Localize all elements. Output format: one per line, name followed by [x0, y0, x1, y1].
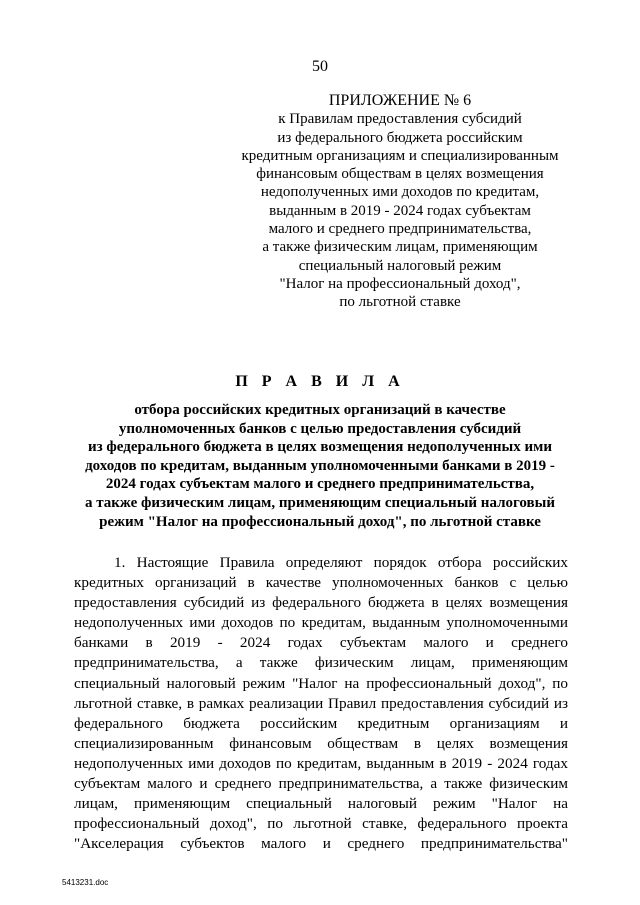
rules-subtitle-line: 2024 годах субъектам малого и среднего предпринимательства,: [105, 476, 535, 493]
document-filename: 5413231.doc: [62, 878, 109, 887]
rules-subtitle-line: отбора российских кредитных организаций в качестве: [134, 402, 506, 418]
body-line: кредитных организаций в качестве уполномоченных банков с целью: [74, 574, 568, 592]
appendix-header: [222, 92, 578, 312]
appendix-line: из федерального бюджета российским: [277, 129, 523, 146]
appendix-title: ПРИЛОЖЕНИЕ № 6: [328, 92, 472, 109]
appendix-line: "Налог на профессиональный доход",: [279, 275, 521, 292]
body-line: профессиональный доход", по льготной ставке, федерального проекта: [74, 815, 568, 833]
body-line: "Акселерация субъектов малого и среднего предпринимательства": [74, 835, 568, 853]
body-paragraph: [74, 553, 568, 854]
rules-subtitle: [60, 401, 580, 531]
appendix-line: малого и среднего предпринимательства,: [268, 221, 532, 238]
rules-subtitle-line: режим "Налог на профессиональный доход", по льготной ставке: [99, 513, 541, 530]
body-line: субъектам малого и среднего предпринимательства, а также физическим: [74, 775, 568, 793]
body-line: банками в 2019 - 2024 годах субъектам малого и среднего: [74, 634, 568, 652]
rules-subtitle-line: уполномоченных банков с целью предоставления субсидий: [118, 420, 522, 437]
body-line: предоставления субсидий из федерального бюджета в целях возмещения: [74, 594, 568, 612]
appendix-line: кредитным организациям и специализированным: [241, 147, 559, 164]
body-line: специальный налоговый режим "Налог на профессиональный доход", по: [74, 674, 568, 692]
appendix-line: к Правилам предоставления субсидий: [278, 111, 522, 128]
rules-subtitle-line: а также физическим лицам, применяющим специальный налоговый: [84, 494, 556, 511]
appendix-line: специальный налоговый режим: [298, 257, 502, 274]
body-line: 1. Настоящие Правила определяют порядок отбора российских: [114, 554, 568, 571]
appendix-line: финансовым обществам в целях возмещения: [256, 166, 544, 183]
body-line: льготной ставке, в рамках реализации Правил предоставления субсидий из: [74, 694, 568, 712]
appendix-line: выданным в 2019 - 2024 годах субъектам: [269, 202, 531, 219]
appendix-line: а также физическим лицам, применяющим: [262, 239, 538, 256]
body-line: недополученных ими доходов по кредитам, выданным уполномоченными: [74, 614, 568, 632]
body-line: предпринимательства, а также физическим лицам, применяющим: [74, 654, 568, 672]
body-line: специализированным финансовым обществам в целях возмещения: [74, 734, 568, 752]
body-line: федерального бюджета российским кредитным организациям и: [74, 714, 568, 732]
body-line: лицам, применяющим специальный налоговый режим "Налог на: [74, 795, 568, 813]
body-line: недополученных ими доходов по кредитам, выданным в 2019 - 2024 годах: [74, 754, 568, 772]
page-number: 50: [312, 58, 328, 75]
rules-subtitle-line: из федерального бюджета в целях возмещения недополученных ими: [88, 439, 552, 456]
rules-title: П Р А В И Л А: [235, 373, 405, 390]
appendix-line: недополученных ими доходов по кредитам,: [260, 184, 540, 201]
rules-subtitle-line: доходов по кредитам, выданным уполномоченными банками в 2019 -: [85, 457, 555, 474]
appendix-line: по льготной ставке: [339, 294, 461, 311]
